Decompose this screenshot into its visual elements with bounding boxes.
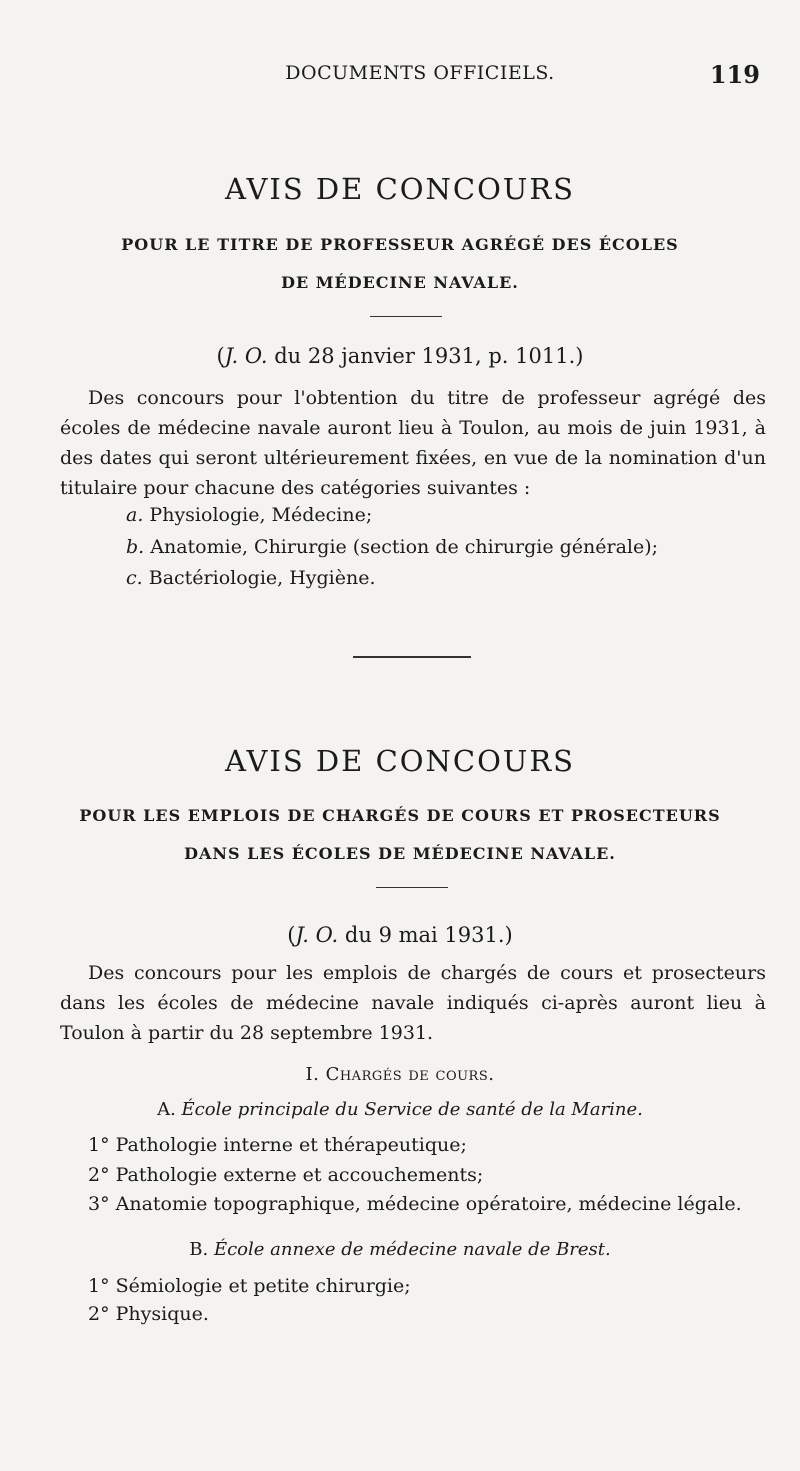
category-text: Bactériologie, Hygiène.: [148, 567, 376, 589]
notice2-citation: [0, 923, 800, 947]
notice1-subtitle-line1: POUR LE TITRE DE PROFESSEUR AGRÉGÉ DES ÉCOLES: [121, 235, 679, 254]
school-b-name: École annexe de médecine navale de Brest.: [213, 1239, 611, 1260]
notice1-short-rule: [370, 316, 442, 317]
course-item: 1° Sémiologie et petite chirurgie;: [88, 1275, 411, 1297]
running-title: DOCUMENTS OFFICIELS.: [285, 62, 555, 84]
notice2-citation-jo: J. O.: [295, 923, 339, 947]
notice1-subtitle-line2: DE MÉDECINE NAVALE.: [281, 273, 519, 292]
notice2-citation-rest: du 9 mai 1931.): [338, 923, 513, 947]
notice1-citation-rest: du 28 janvier 1931, p. 1011.): [267, 344, 584, 368]
notice2-body: Des concours pour les emplois de chargés de cours et prosecteurs dans les écoles de médecine navale indiqués ci-après auront lieu à Toulon à partir du 28 septembre 1931.: [60, 962, 766, 1044]
course-item: 2° Pathologie externe et accouchements;: [88, 1164, 484, 1186]
notice1-body: Des concours pour l'obtention du titre de professeur agrégé des écoles de médecine navale auront lieu à Toulon, au mois de juin 1931, à des dates qui seront ultérieurement fixées, en vue de la nomination d'un titulaire pour chacune des catégories suivantes :: [60, 387, 766, 499]
category-marker: b.: [126, 536, 145, 558]
category-text: Anatomie, Chirurgie (section de chirurgie générale);: [150, 536, 659, 558]
notice1-citation: [0, 344, 800, 368]
notice1-citation-open: (: [216, 344, 225, 368]
section-heading: I. Chargés de cours.: [305, 1064, 495, 1085]
notice2-short-rule: [376, 887, 448, 888]
notice1-citation-jo: J. O.: [224, 344, 268, 368]
category-marker: a.: [126, 504, 144, 526]
category-text: Physiologie, Médecine;: [149, 504, 373, 526]
school-a-heading: [0, 1099, 800, 1120]
school-b-letter: B.: [189, 1239, 209, 1260]
page-number: 119: [709, 60, 760, 89]
notice2-title: AVIS DE CONCOURS: [224, 744, 576, 778]
school-b-heading: [0, 1239, 800, 1260]
notice1-title: AVIS DE CONCOURS: [224, 172, 576, 206]
school-a-name: École principale du Service de santé de la Marine.: [181, 1099, 643, 1120]
course-item: 1° Pathologie interne et thérapeutique;: [88, 1134, 467, 1156]
category-item: [126, 536, 658, 558]
course-item: 3° Anatomie topographique, médecine opératoire, médecine légale.: [88, 1193, 742, 1215]
running-head: [0, 62, 800, 92]
notice2-citation-open: (: [287, 923, 296, 947]
school-a-letter: A.: [157, 1099, 176, 1120]
category-marker: c.: [126, 567, 143, 589]
section-separator-rule: [353, 656, 471, 658]
notice2-subtitle-line2: DANS LES ÉCOLES DE MÉDECINE NAVALE.: [184, 844, 616, 863]
category-item: [126, 567, 376, 589]
course-item: 2° Physique.: [88, 1303, 209, 1325]
notice2-subtitle-line1: POUR LES EMPLOIS DE CHARGÉS DE COURS ET PROSECTEURS: [79, 806, 721, 825]
category-item: [126, 504, 372, 526]
